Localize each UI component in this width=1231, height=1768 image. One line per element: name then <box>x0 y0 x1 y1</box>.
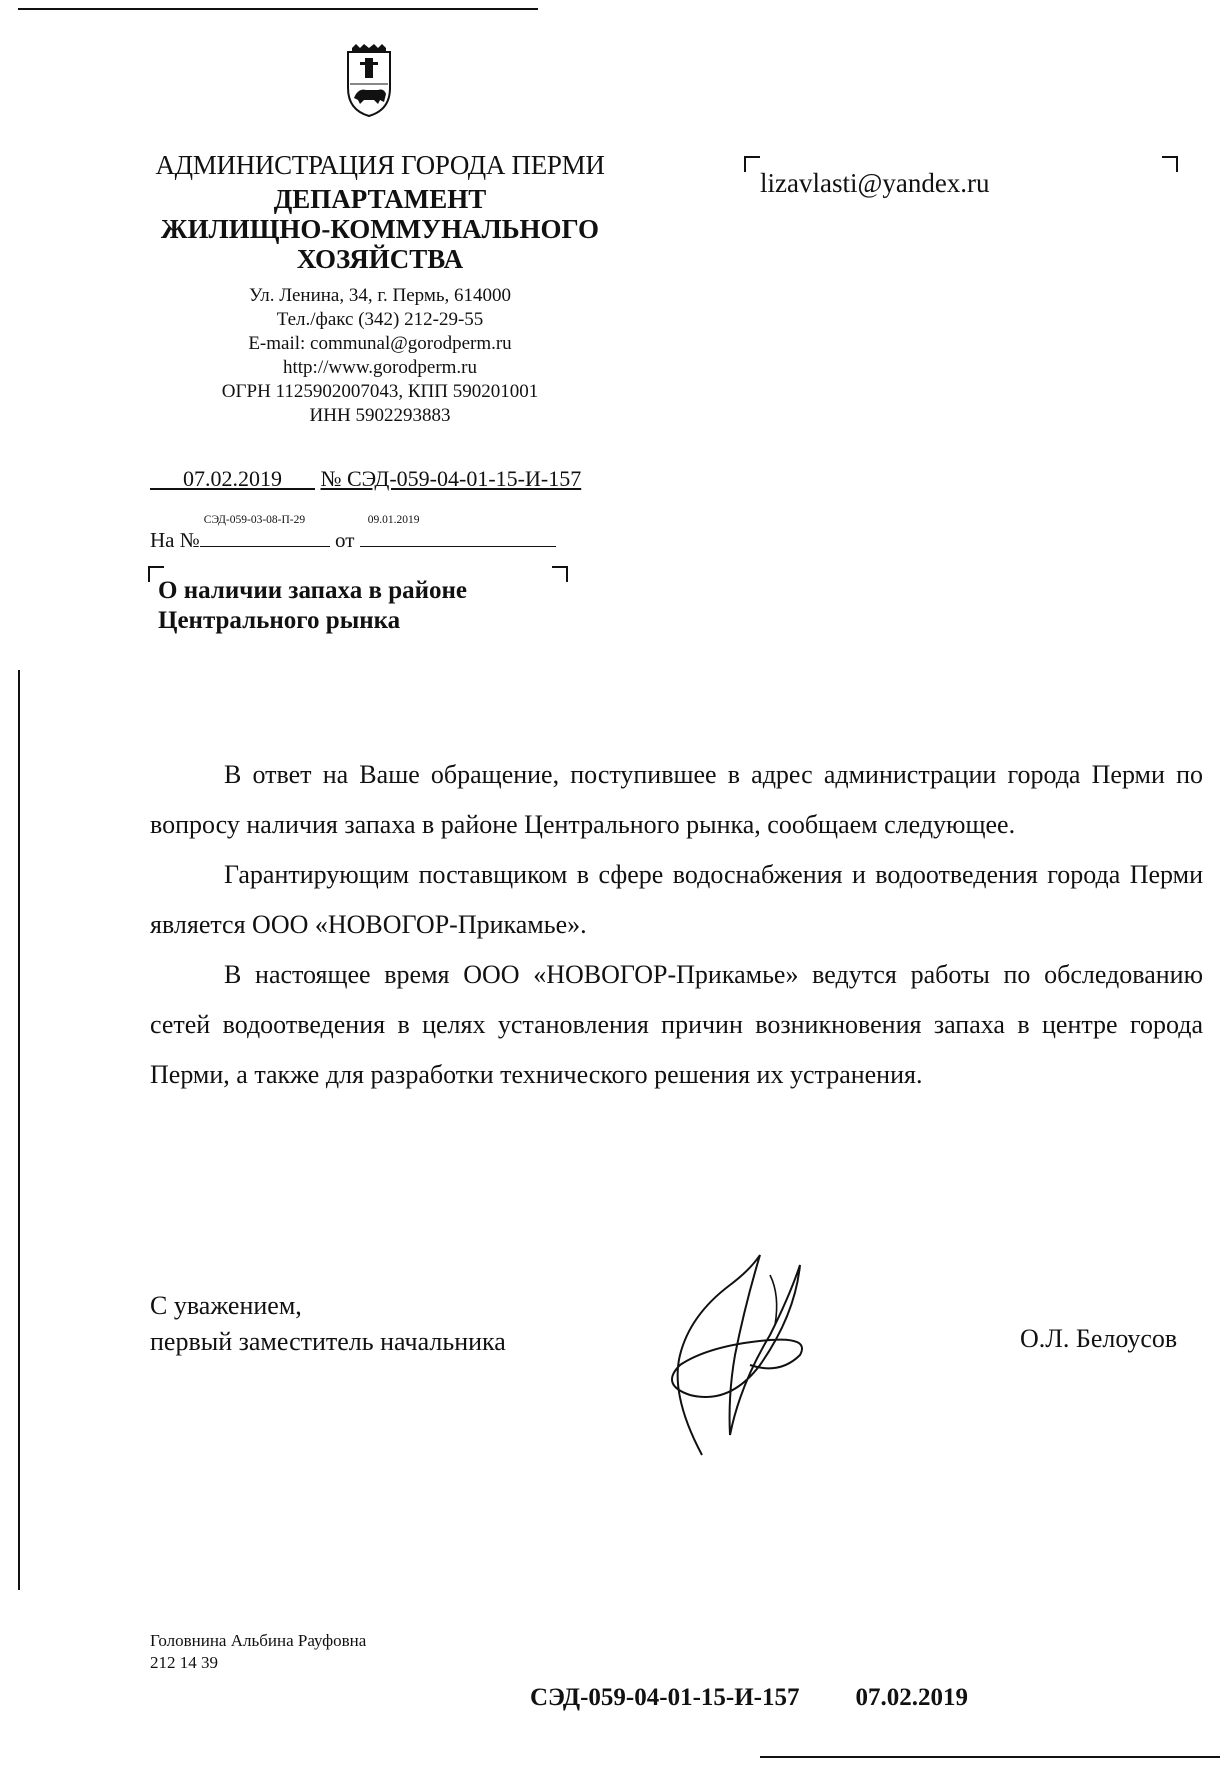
department-name <box>100 184 660 274</box>
department-line-3: ХОЗЯЙСТВА <box>296 244 464 274</box>
phone: Тел./факс (342) 212-29-55 <box>276 309 484 330</box>
department-line-2: ЖИЛИЩНО-КОММУНАЛЬНОГО <box>160 214 600 244</box>
body-paragraph-3: В настоящее время ООО «НОВОГОР-Прикамье» ведутся работы по обследованию сетей водоотведения в целях установления причин возникновения запаха в центре города Перми, а также для разработки технического решения их устранения. <box>150 960 1203 1089</box>
signatory-position: первый заместитель начальника <box>150 1327 506 1356</box>
body-paragraph-1: В ответ на Ваше обращение, поступившее в адрес администрации города Перми по вопросу наличия запаха в районе Центрального рынка, сообщаем следующее. <box>150 760 1203 839</box>
org-name: АДМИНИСТРАЦИЯ ГОРОДА ПЕРМИ <box>155 150 605 180</box>
body-paragraph-2: Гарантирующим поставщиком в сфере водоснабжения и водоотведения города Перми является ООО «НОВОГОР-Прикамье». <box>150 860 1203 939</box>
letter-body <box>150 750 1203 1100</box>
registration-number: № СЭД-059-04-01-15-И-157 <box>320 466 582 491</box>
scan-border-top <box>18 8 538 10</box>
coat-of-arms-icon <box>338 44 400 118</box>
reference-prefix: На № <box>150 528 200 552</box>
reference-line <box>150 514 556 553</box>
addressee-corner-right <box>1162 156 1178 172</box>
scan-margin-line <box>18 670 20 1590</box>
reference-number: СЭД-059-03-08-П-29 <box>203 514 306 526</box>
ogrn-kpp: ОГРН 1125902007043, КПП 590201001 <box>221 381 539 402</box>
email: E-mail: communal@gorodperm.ru <box>248 333 512 354</box>
inn: ИНН 5902293883 <box>309 405 451 426</box>
address: Ул. Ленина, 34, г. Пермь, 614000 <box>248 285 512 306</box>
footer-reg-number: СЭД-059-04-01-15-И-157 <box>530 1684 800 1711</box>
subject-corner-right <box>552 566 568 582</box>
scan-border-bottom <box>760 1756 1220 1758</box>
registration-line <box>150 466 581 492</box>
addressee-corner-left <box>744 156 760 172</box>
executor-phone: 212 14 39 <box>150 1653 218 1672</box>
signatory-name: О.Л. Белоусов <box>1020 1324 1178 1353</box>
department-line-1: ДЕПАРТАМЕНТ <box>273 184 487 214</box>
executor-info <box>150 1630 366 1674</box>
executor-name: Головнина Альбина Рауфовна <box>150 1631 367 1650</box>
closing: С уважением, <box>150 1291 302 1320</box>
reference-from: от <box>335 528 355 552</box>
contact-details <box>100 284 660 428</box>
website: http://www.gorodperm.ru <box>282 357 478 378</box>
letter-subject <box>158 576 467 636</box>
reference-date: 09.01.2019 <box>367 514 420 526</box>
registration-date: 07.02.2019 <box>183 466 282 491</box>
subject-line-1: О наличии запаха в районе <box>158 577 468 604</box>
addressee-email: lizavlasti@yandex.ru <box>760 168 990 198</box>
footer-registration <box>530 1684 1024 1712</box>
signature-block <box>150 1288 506 1360</box>
handwritten-signature <box>650 1245 850 1465</box>
subject-line-2: Центрального рынка <box>158 607 401 634</box>
footer-reg-date: 07.02.2019 <box>855 1684 969 1711</box>
